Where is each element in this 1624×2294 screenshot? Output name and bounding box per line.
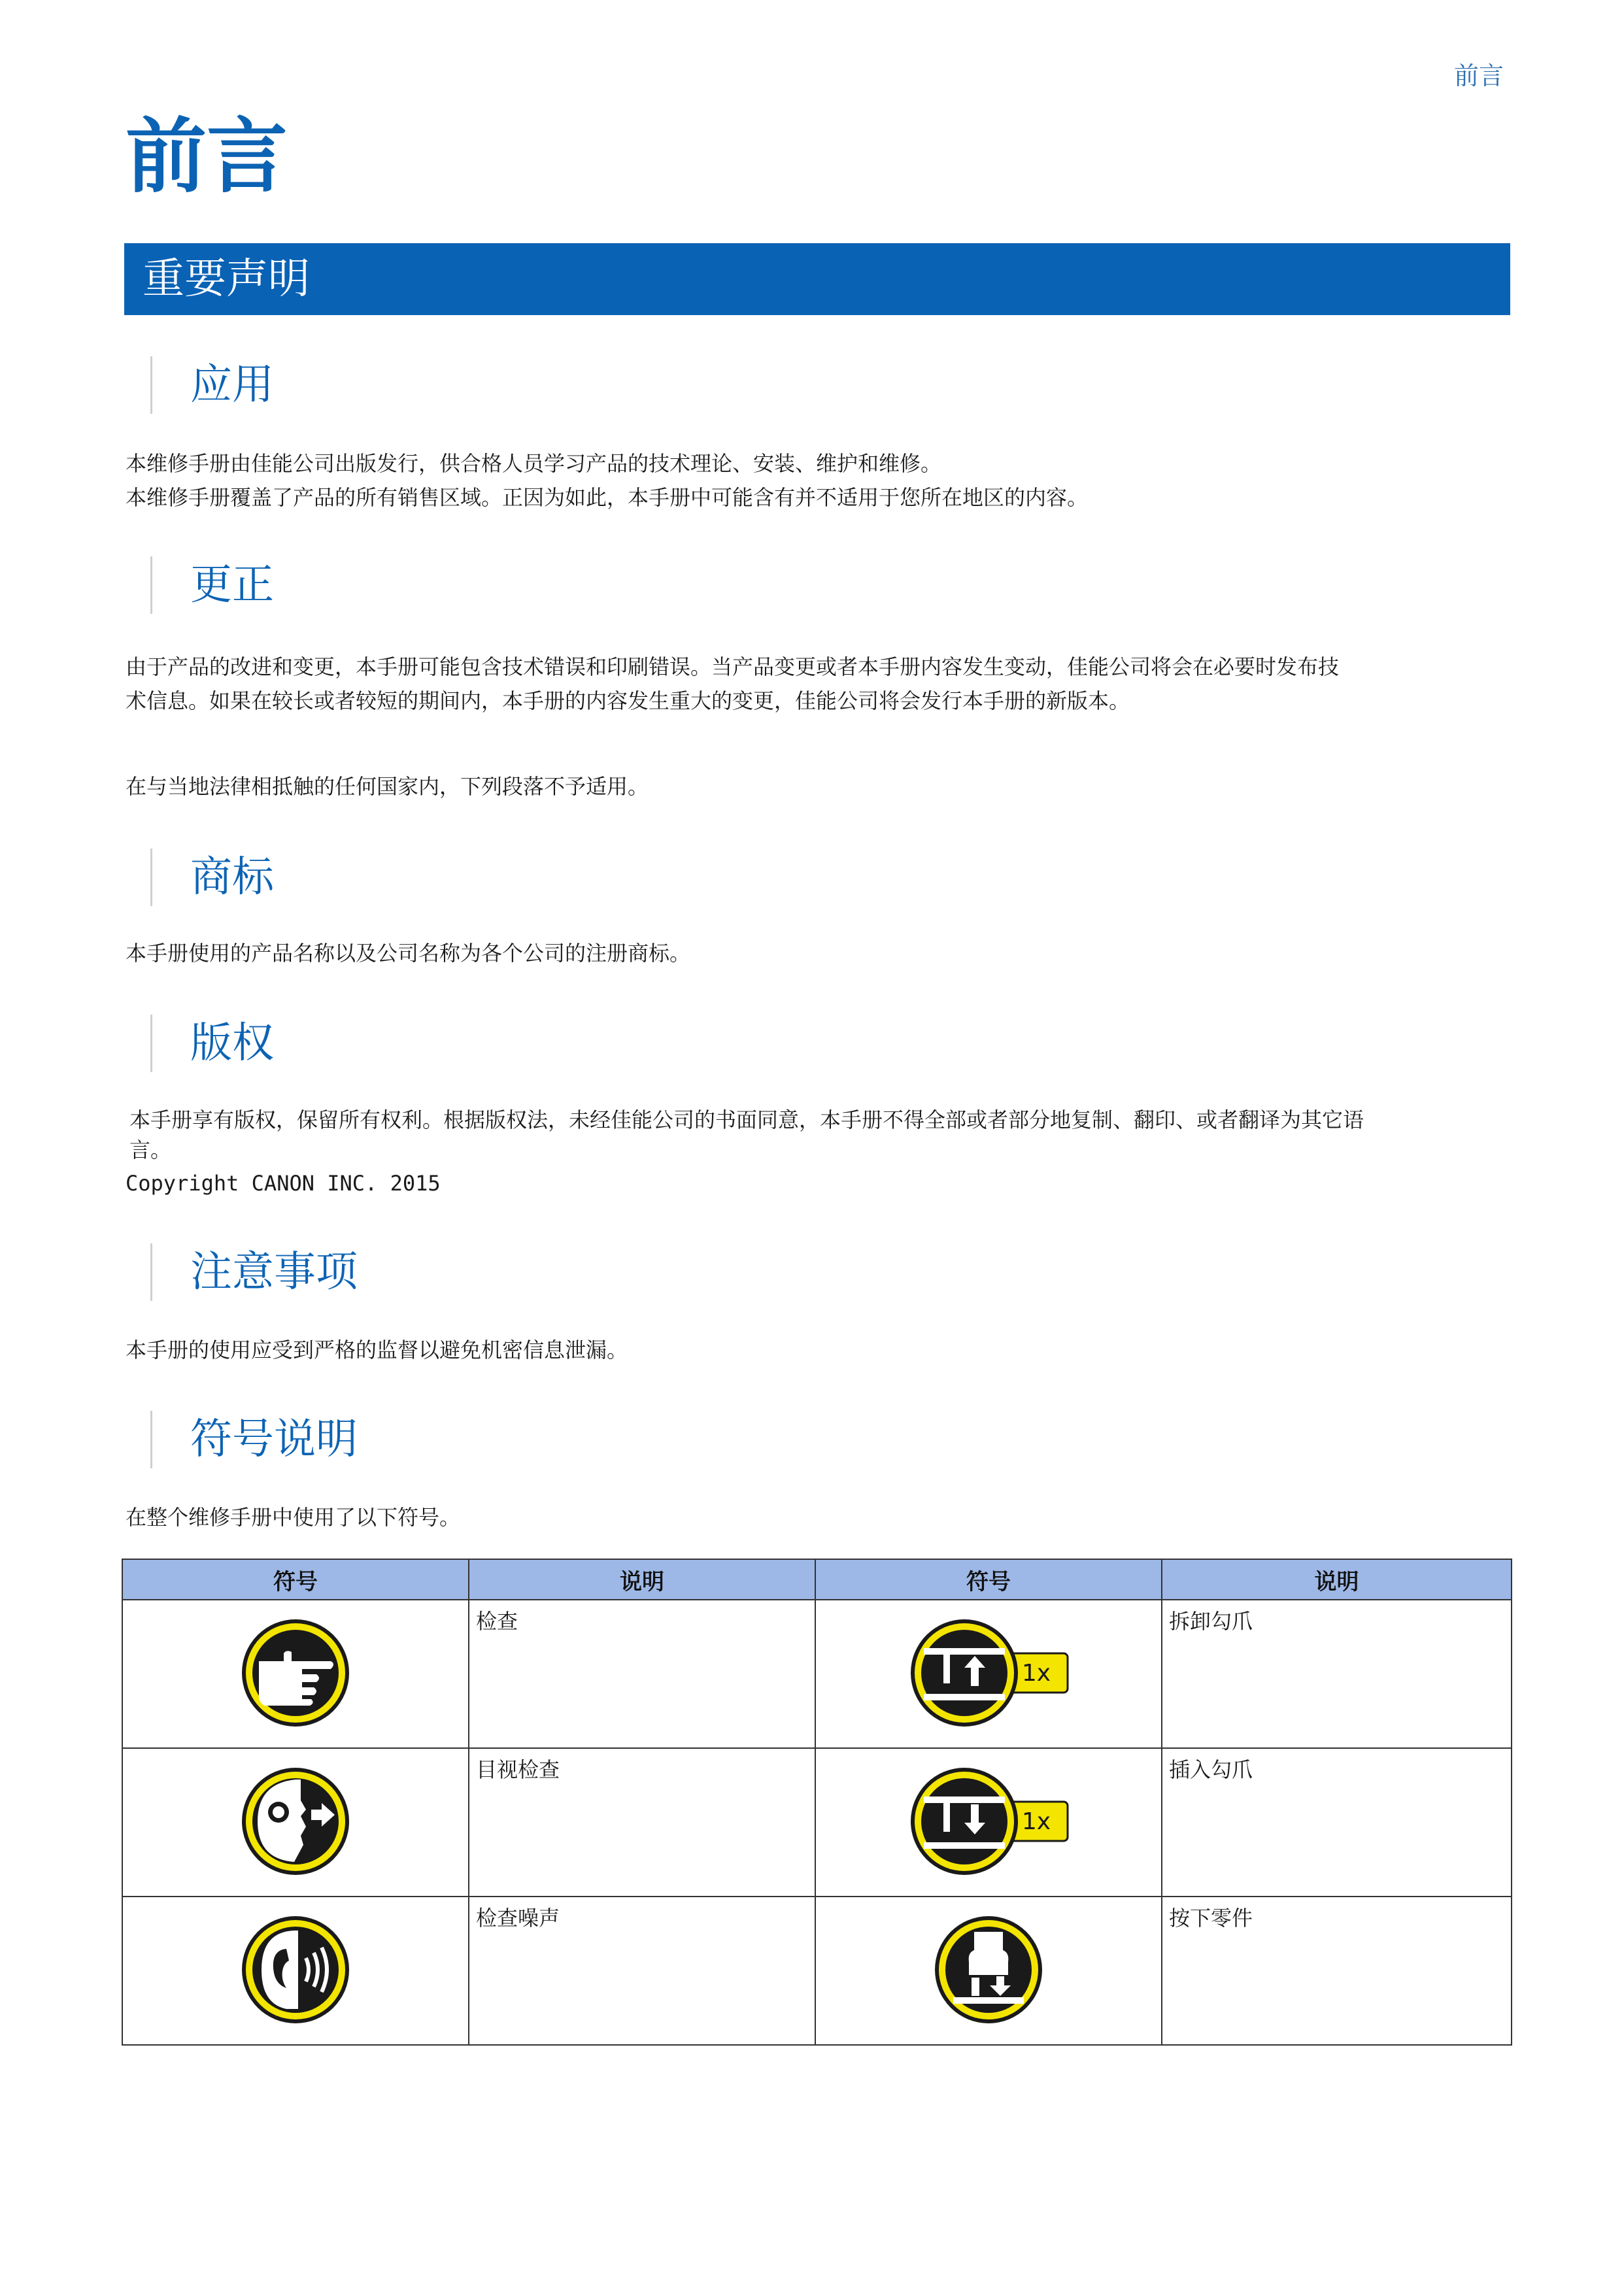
press-part-icon [931,1912,1046,2027]
header-section-label: 前言 [1453,61,1504,90]
symbols-table [122,1559,1512,2046]
corrections-line-2: 术信息。如果在较长或者较短的期间内，本手册的内容发生重大的变更，佳能公司将会发行本手册的新版本。 [126,688,1130,713]
application-line-2: 本维修手册覆盖了产品的所有销售区域。正因为如此，本手册中可能含有并不适用于您所在地区的内容。 [126,485,1089,510]
copyright-line-1: 本手册享有版权，保留所有权利。根据版权法，未经佳能公司的书面同意，本手册不得全部或者部分地复制、翻印、或者翻译为其它语 [129,1107,1364,1132]
symbol-cell [122,1748,469,1897]
copyright-line-2: 言。 [129,1138,172,1162]
symbols-table-header [122,1559,1512,1600]
pointing-hand-icon [238,1615,353,1730]
heading-application: 应用 [150,356,274,414]
application-text [126,447,1512,514]
heading-symbols: 符号说明 [150,1411,358,1468]
symbol-cell [122,1897,469,2045]
symbols-intro: 在整个维修手册中使用了以下符号。 [126,1505,461,1530]
insert-claw-icon [907,1764,1070,1879]
corrections-text [126,650,1512,718]
copyright-notice: Copyright CANON INC. 2015 [126,1171,441,1196]
ear-noise-icon [238,1912,353,2027]
symbol-cell [122,1600,469,1748]
description-cell: 检查噪声 [469,1897,815,2045]
header-description: 说明 [469,1559,815,1600]
badge-1x: 1x [1021,1808,1051,1835]
description-cell: 检查 [469,1600,815,1748]
corrections-line-1: 由于产品的改进和变更，本手册可能包含技术错误和印刷错误。当产品变更或者本手册内容发生变动，佳能公司将会在必要时发布技 [126,654,1340,679]
header-symbol: 符号 [122,1559,469,1600]
symbol-cell [815,1748,1162,1897]
header-description: 说明 [1162,1559,1512,1600]
symbol-cell [815,1897,1162,2045]
description-cell: 目视检查 [469,1748,815,1897]
heading-corrections: 更正 [150,556,274,614]
symbol-cell [815,1600,1162,1748]
section-banner: 重要声明 [124,243,1510,315]
table-row [122,1600,1512,1748]
precautions-text: 本手册的使用应受到严格的监督以避免机密信息泄漏。 [126,1338,628,1362]
badge-1x: 1x [1021,1659,1051,1687]
copyright-text [129,1105,1515,1165]
heading-precautions: 注意事项 [150,1243,358,1301]
release-claw-icon [907,1615,1070,1730]
table-row [122,1748,1512,1897]
heading-trademarks: 商标 [150,849,274,906]
table-row [122,1897,1512,2045]
description-cell: 插入勾爪 [1162,1748,1512,1897]
heading-copyright: 版权 [150,1015,274,1072]
header-symbol: 符号 [815,1559,1162,1600]
corrections-note: 在与当地法律相抵触的任何国家内，下列段落不予适用。 [126,774,649,799]
trademarks-text: 本手册使用的产品名称以及公司名称为各个公司的注册商标。 [126,941,691,966]
description-cell: 拆卸勾爪 [1162,1600,1512,1748]
eye-inspect-icon [238,1764,353,1879]
page-title: 前言 [126,110,288,204]
description-cell: 按下零件 [1162,1897,1512,2045]
application-line-1: 本维修手册由佳能公司出版发行，供合格人员学习产品的技术理论、安装、维护和维修。 [126,451,942,476]
